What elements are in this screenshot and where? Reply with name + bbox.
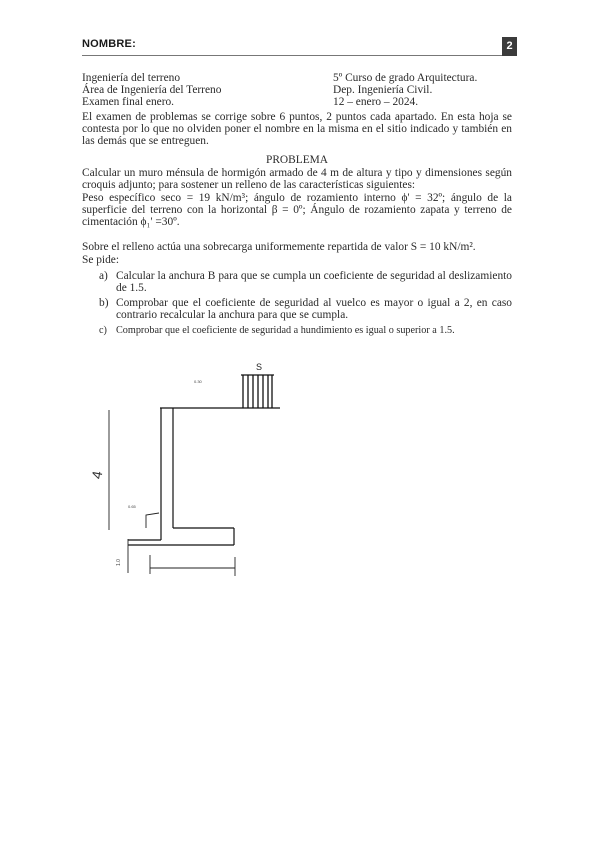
header-rule xyxy=(82,55,514,56)
overload-line: Sobre el relleno actúa una sobrecarga uniformemente repartida de valor S = 10 kN/m². xyxy=(82,241,476,253)
height-label: 4 xyxy=(88,469,106,481)
list-item-a-text: Calcular la anchura B para que se cumpla un coeficiente de seguridad al deslizamiento de 1.5. xyxy=(116,270,512,295)
header-label: NOMBRE: xyxy=(82,38,136,50)
wall-outline xyxy=(128,408,234,545)
se-pide-line: Se pide: xyxy=(82,254,120,266)
info-left-1: Ingeniería del terreno xyxy=(82,72,181,84)
info-right-3: 12 – enero – 2024. xyxy=(333,96,419,108)
base-width-dimension xyxy=(150,555,235,576)
info-right-2: Dep. Ingeniería Civil. xyxy=(333,84,433,96)
intro-paragraph: El examen de problemas se corrige sobre 6 puntos, 2 puntos cada apartado. En esta hoja se contesta por lo que no olviden poner el nombre en la misma en el sitio indicado y también en las demás que se entreguen. xyxy=(82,111,512,148)
page-number-badge: 2 xyxy=(502,37,517,56)
overload-arrows xyxy=(241,375,274,408)
list-item-b-text: Comprobar que el coeficiente de seguridad al vuelco es mayor o igual a 2, en caso contrario recalcular la anchura para que se cumpla. xyxy=(116,297,512,322)
list-item-c-mark: c) xyxy=(99,325,107,336)
top-width-label: 0.30 xyxy=(194,379,202,384)
list-item-c-text: Comprobar que el coeficiente de seguridad a hundimiento es igual o superior a 1.5. xyxy=(116,325,455,336)
stem-base-dimension xyxy=(146,513,159,528)
list-item-b xyxy=(99,297,512,321)
info-right-1: 5º Curso de grado Arquitectura. xyxy=(333,72,478,84)
list-item-a xyxy=(99,270,512,294)
wall-sketch xyxy=(60,350,320,590)
footing-label: 1.0 xyxy=(116,559,122,566)
properties-paragraph: Peso específico seco = 19 kN/m³; ángulo de rozamiento interno ϕ' = 32º; ángulo de la superficie del terreno con la horizontal β = 0º; Ángulo de rozamiento zapata y terreno de cimentación ϕ₁' =30º. xyxy=(82,192,512,229)
list-item-c xyxy=(99,325,512,337)
list-item-a-mark: a) xyxy=(99,270,108,282)
stem-base-label: 0.65 xyxy=(128,504,136,509)
list-item-b-mark: b) xyxy=(99,297,109,309)
statement-paragraph: Calcular un muro ménsula de hormigón armado de 4 m de altura y tipo y dimensiones según croquis adjunto; para sostener un relleno de las características siguientes: xyxy=(82,167,512,192)
info-left-2: Área de Ingeniería del Terreno xyxy=(82,84,222,96)
problem-title: PROBLEMA xyxy=(265,154,329,166)
info-left-3: Examen final enero. xyxy=(82,96,175,108)
load-label: S xyxy=(256,362,263,372)
